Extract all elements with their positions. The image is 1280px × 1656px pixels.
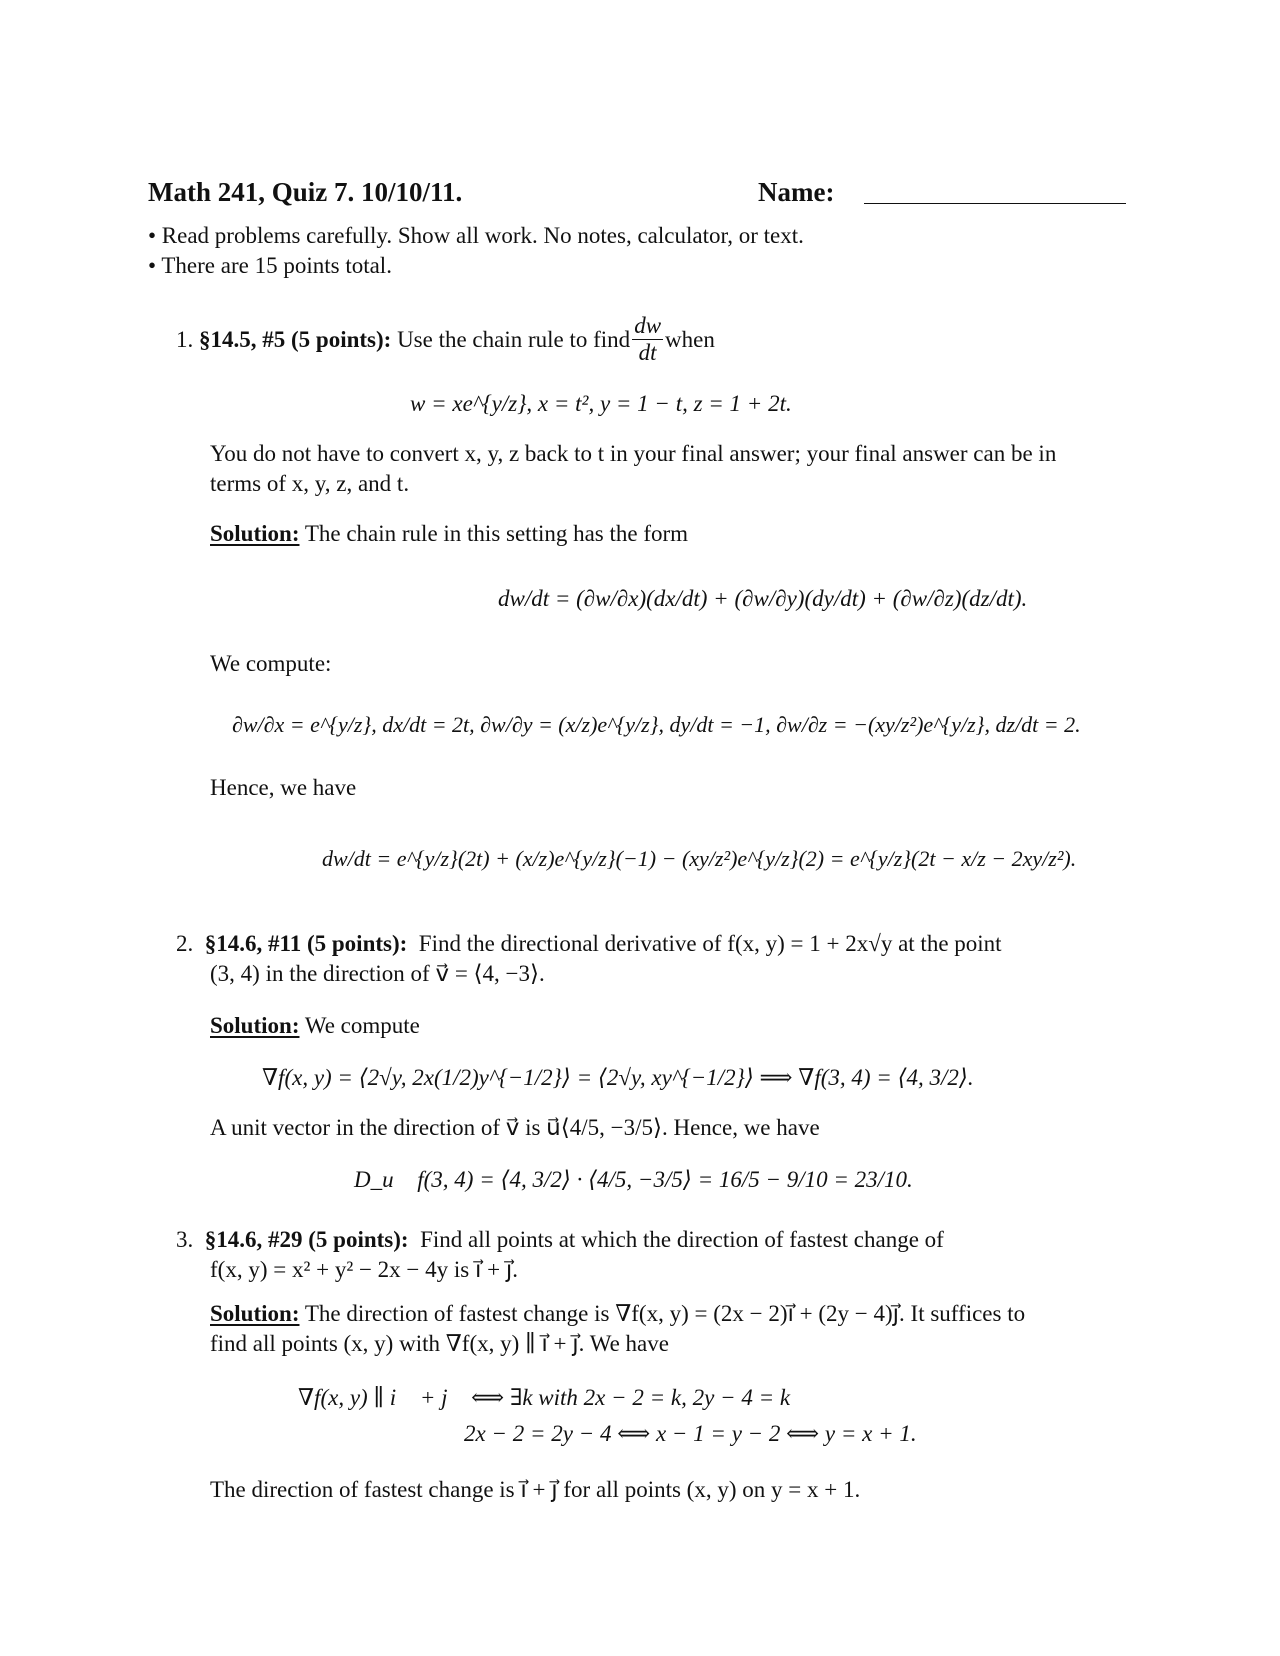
p1-solution-intro <box>210 520 688 548</box>
hence: Hence, we have <box>210 775 357 800</box>
problem-1-prompt <box>176 313 715 367</box>
given-equations: w = xe^{y/z}, x = t², y = 1 − t, z = 1 + 2t. <box>410 391 792 416</box>
partial-derivatives: ∂w/∂x = e^{y/z}, dx/dt = 2t, ∂w/∂y = (x/z)e^{y/z}, dy/dt = −1, ∂w/∂z = −(xy/z²)e^{y/z}, dz/dt = 2. <box>232 712 1081 737</box>
p1-result: dw/dt = e^{y/z}(2t) + (x/z)e^{y/z}(−1) − (xy/z²)e^{y/z}(2) = e^{y/z}(2t − x/z − 2xy/z²). <box>322 846 1077 871</box>
problem-2-prompt-line-2: (3, 4) in the direction of v⃗ = ⟨4, −3⟩. <box>210 961 545 986</box>
problem-text-end: when <box>665 327 715 353</box>
p2-result: D_u⃗ f(3, 4) = ⟨4, 3/2⟩ · ⟨4/5, −3/5⟩ = 16/5 − 9/10 = 23/10. <box>354 1167 913 1192</box>
quiz-title: Math 241, Quiz 7. 10/10/11. <box>148 177 463 207</box>
p3-equation-1: ∇f(x, y) ∥ i⃗ + j⃗ ⟺ ∃k with 2x − 2 = k, 2y − 4 = k <box>298 1385 791 1410</box>
problem-3-prompt-line-2: f(x, y) = x² + y² − 2x − 4y is i⃗ + j⃗. <box>210 1257 518 1282</box>
chain-rule-formula: dw/dt = (∂w/∂x)(dx/dt) + (∂w/∂y)(dy/dt) + (∂w/∂z)(dz/dt). <box>498 586 1028 611</box>
solution-label: Solution: <box>210 1013 300 1038</box>
frac-denominator: dt <box>638 340 657 366</box>
instruction-2: • There are 15 points total. <box>148 253 392 278</box>
p3-conclusion: The direction of fastest change is i⃗ + j⃗ for all points (x, y) on y = x + 1. <box>210 1477 861 1502</box>
problem-text: Find the directional derivative of f(x, y) = 1 + 2x√y at the point <box>418 931 1002 956</box>
name-label: Name: <box>758 177 835 207</box>
p2-solution-intro <box>210 1012 420 1040</box>
solution-text: The direction of fastest change is ∇f(x, y) = (2x − 2)i⃗ + (2y − 4)j⃗. It suffices to <box>304 1301 1026 1326</box>
solution-label: Solution: <box>210 1301 300 1326</box>
problem-2-prompt <box>176 930 1002 958</box>
problem-3-prompt <box>176 1226 944 1254</box>
we-compute: We compute: <box>210 651 332 676</box>
problem-tag: §14.6, #11 (5 points): <box>204 931 408 956</box>
solution-label: Solution: <box>210 521 300 546</box>
dw-dt-fraction <box>632 313 663 367</box>
p3-solution-line-1 <box>210 1300 1025 1328</box>
problem-number: 3. <box>176 1227 194 1252</box>
p2-gradient: ∇f(x, y) = ⟨2√y, 2x(1/2)y^{−1/2}⟩ = ⟨2√y, xy^{−1/2}⟩ ⟹ ∇f(3, 4) = ⟨4, 3/2⟩. <box>262 1065 974 1090</box>
solution-text: The chain rule in this setting has the form <box>304 521 689 546</box>
p3-equation-2: 2x − 2 = 2y − 4 ⟺ x − 1 = y − 2 ⟺ y = x + 1. <box>464 1421 917 1446</box>
problem-tag: §14.6, #29 (5 points): <box>204 1227 409 1252</box>
problem-number: 1. <box>176 327 194 353</box>
problem-text: Find all points at which the direction of fastest change of <box>420 1227 944 1252</box>
p3-solution-line-2: find all points (x, y) with ∇f(x, y) ∥ i⃗ + j⃗. We have <box>210 1331 669 1356</box>
solution-text: We compute <box>304 1013 420 1038</box>
problem-tag: §14.5, #5 (5 points): <box>199 327 392 353</box>
p1-note-line-1: You do not have to convert x, y, z back to t in your final answer; your final answer can be in <box>210 441 1057 466</box>
instruction-1: • Read problems carefully. Show all work. No notes, calculator, or text. <box>148 223 804 248</box>
problem-text: Use the chain rule to find <box>397 327 631 353</box>
p2-unit-vector: A unit vector in the direction of v⃗ is u⃗⟨4/5, −3/5⟩. Hence, we have <box>210 1115 820 1140</box>
p1-note-line-2: terms of x, y, z, and t. <box>210 471 410 496</box>
problem-number: 2. <box>176 931 194 956</box>
frac-numerator: dw <box>632 313 663 340</box>
name-field-line[interactable] <box>864 203 1126 204</box>
